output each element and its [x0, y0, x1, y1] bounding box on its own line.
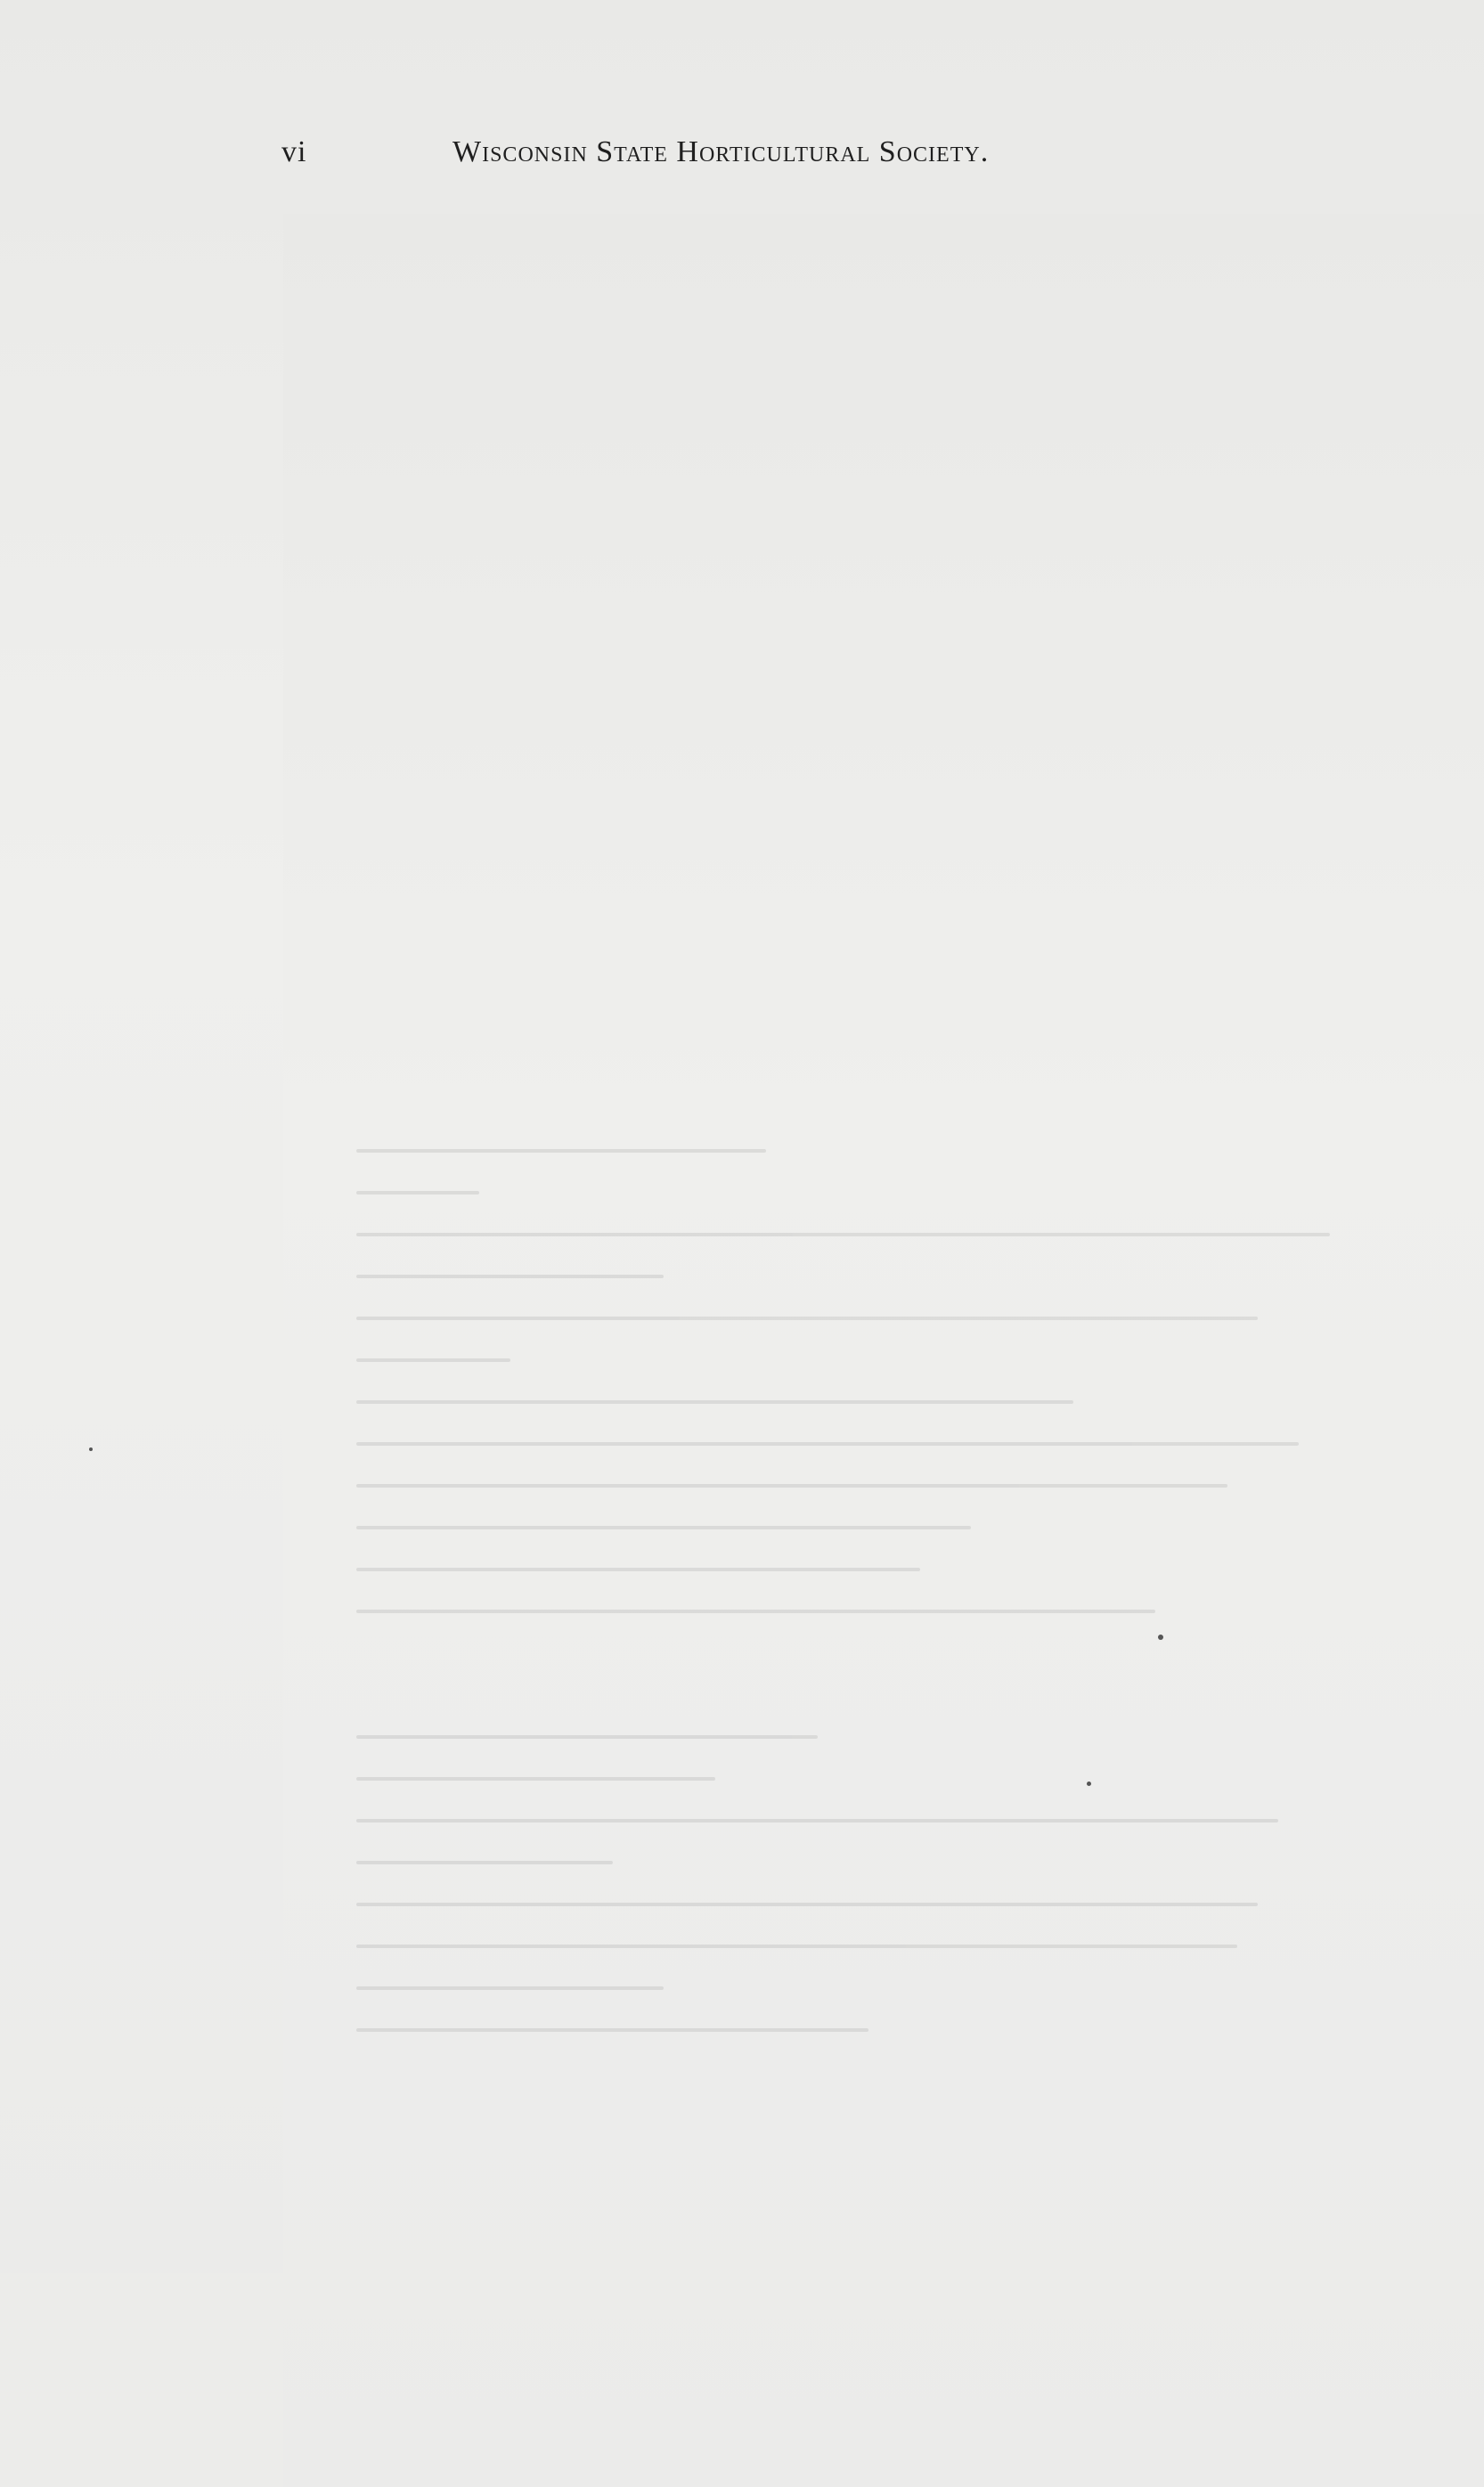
- paper-speck: [1158, 1635, 1163, 1640]
- toc-entry: [283, 1101, 1397, 1144]
- toc-final-entries: [283, 1059, 1397, 1144]
- page-number: vi: [281, 135, 307, 168]
- paper-speck: [1087, 1782, 1091, 1786]
- journal-title: Wisconsin State Horticultural Society.: [453, 135, 990, 168]
- running-head: [281, 135, 1261, 171]
- table-of-contents: [283, 214, 1397, 1144]
- paper-speck: [89, 1447, 93, 1451]
- toc-entry-page: [283, 214, 1484, 2487]
